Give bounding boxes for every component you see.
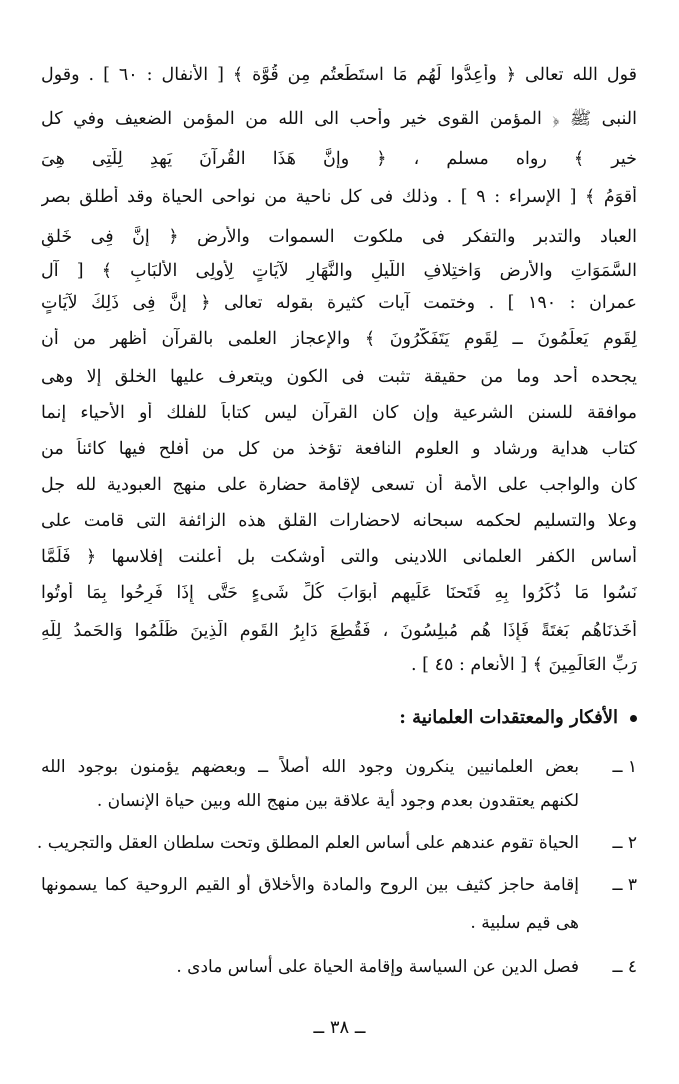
paragraph-line: لِقَومٍ يَعلَمُونَ ــ لِقَومٍ يَتَفَكَّرُونَ ﴾ والإعجاز العلمى بالقرآن أظهر من أن <box>41 329 637 349</box>
list-item-number: ٢ ــ <box>612 833 637 853</box>
paragraph-line: كان والواجب على الأمة أن تسعى لإقامة حضارة على منهج العبودية لله جل <box>41 475 637 495</box>
paragraph-line: السَّمَوَاتِ والأرضِ وَاختِلافِ اللَّيلِ والنَّهَارِ لآيَاتٍ لِأُولِى الأَلبَابِ ﴾ [ آل <box>41 261 637 281</box>
paragraph-line: موافقة للسنن الشرعية وإن كان القرآن ليس كتاباً للفلك أو الأحياء إنما <box>41 403 637 423</box>
paragraph-line: أقوَمُ ﴾ [ الإسراء : ٩ ] . وذلك فى كل ناحية من نواحى الحياة وقد أطلق بصر <box>41 187 637 207</box>
list-item-text: هى قيم سلبية . <box>470 913 579 933</box>
section-heading-text: الأفكار والمعتقدات العلمانية : <box>399 707 618 728</box>
list-item-text: فصل الدين عن السياسة وإقامة الحياة على أساس مادى . <box>176 957 579 977</box>
list-item-number: ٣ ــ <box>612 875 637 895</box>
paragraph-line: رَبِّ العَالَمِينَ ﴾ [ الأنعام : ٤٥ ] . <box>411 655 637 675</box>
section-heading <box>41 706 637 730</box>
page-number: ــ ٣٨ ــ <box>313 1017 366 1038</box>
list-item-number: ٤ ــ <box>612 957 637 977</box>
paragraph-line: يجحده أحد وما من حقيقة تثبت فى الكون ويتعرف عليها الخلق إلا وهى <box>41 367 637 387</box>
paragraph-line: عمران : ١٩٠ ] . وختمت آيات كثيرة بقوله تعالى ﴿ إنَّ فِى ذَلِكَ لآيَاتٍ <box>41 293 637 313</box>
paragraph-line: أَخَذنَاهُم بَغتَةً فَإِذَا هُم مُبلِسُونَ ، فَقُطِعَ دَابِرُ القَومِ الَّذِينَ ظَلَمُوا وَالحَمدُ لِلَّهِ <box>41 621 637 641</box>
paragraph-line: كتاب هداية ورشاد و العلوم النافعة تؤخذ من كل من أفلح فيها كائناً من <box>41 439 637 459</box>
paragraph-line: أساس الكفر العلمانى اللادينى والتى أوشكت بل أعلنت إفلاسها ﴿ فَلَمَّا <box>41 547 637 567</box>
list-item-text: بعض العلمانيين ينكرون وجود الله أصلاً ــ وبعضهم يؤمنون بوجود الله <box>41 757 579 777</box>
list-item-text: الحياة تقوم عندهم على أساس العلم المطلق وتحت سلطان العقل والتجريب . <box>36 833 579 853</box>
list-item-text: لكنهم يعتقدون بعدم وجود أية علاقة بين منهج الله وبين حياة الإنسان . <box>96 791 579 811</box>
paragraph-line: النبى ﷺ ﴿ المؤمن القوى خير وأحب الى الله من المؤمن الضعيف وفي كل <box>41 109 637 129</box>
list-item-number: ١ ــ <box>612 757 637 777</box>
paragraph-line: نَسُوا مَا ذُكِّرُوا بِهِ فَتَحنَا عَلَيهِم أَبوَابَ كُلِّ شَىءٍ حَتَّى إِذَا فَرِحُوا بِمَا أُوتُوا <box>41 583 637 603</box>
paragraph-line: وعلا والتسليم لحكمه سبحانه لاحضارات القلق هذه الزائفة التى قامت على <box>41 511 637 531</box>
paragraph-line: قول الله تعالى ﴿ وأعِدُّوا لَهُم مَا استَطَعتُم مِن قُوَّة ﴾ [ الأنفال : ٦٠ ] . وقول <box>41 65 637 85</box>
list-item-text: إقامة حاجز كثيف بين الروح والمادة والأخلاق أو القيم الروحية كما يسمونها <box>41 875 579 895</box>
paragraph-line: العباد والتدبر والتفكر فى ملكوت السموات والأرض ﴿ إنَّ فِى خَلقِ <box>41 227 637 247</box>
paragraph-line: خير ﴾ رواه مسلم ، ﴿ وإنَّ هَذَا القُرآنَ يَهدِ لِلَّتِى هِىَ <box>41 149 637 169</box>
bullet-icon <box>630 715 637 722</box>
